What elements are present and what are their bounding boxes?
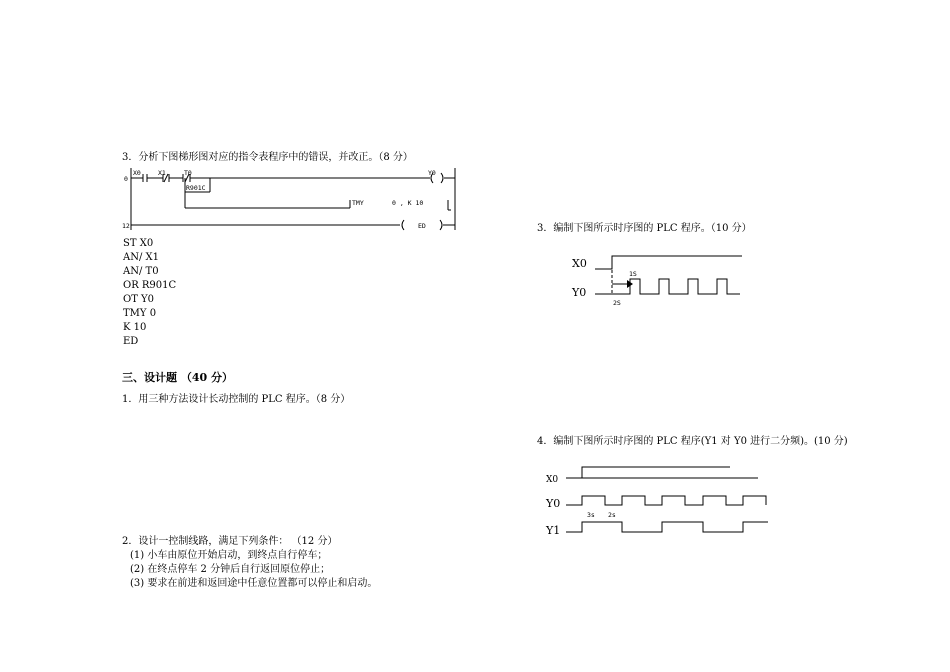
timing-label-x0: X0 — [546, 475, 559, 485]
instruction-line: AN/ X1 — [123, 252, 160, 263]
timing-label-y0: Y0 — [546, 497, 561, 510]
label-r901c: R901C — [186, 184, 206, 192]
question-2-title: 2．设计一控制线路，满足下列条件： （12 分） — [122, 536, 338, 547]
label-y0: Y0 — [428, 169, 436, 177]
off-time-label: 2s — [608, 511, 616, 519]
q4-y0-waveform — [566, 496, 766, 505]
timing-label-x0: X0 — [572, 257, 587, 270]
timing-label-y1: Y1 — [546, 524, 561, 537]
label-ed: ED — [418, 222, 426, 230]
instruction-line: OT Y0 — [123, 294, 155, 305]
q4-y1-waveform — [566, 522, 768, 532]
label-t0: T0 — [184, 169, 192, 177]
label-x1: X1 — [158, 169, 166, 177]
on-time-label: 3s — [587, 511, 595, 519]
instruction-line: ED — [123, 336, 139, 347]
rung-number-12: 12 — [122, 222, 130, 230]
question-1: 1．用三种方法设计长动控制的 PLC 程序。（8 分） — [122, 394, 351, 405]
question-2-condition: (1) 小车由原位开始启动，到终点自行停车； — [130, 550, 328, 561]
q4-x0-waveform — [582, 467, 730, 478]
label-tmy: TMY — [352, 199, 364, 207]
instruction-line: K 10 — [123, 322, 147, 333]
label-x0: X0 — [133, 169, 141, 177]
pulse-width-label: 1S — [629, 270, 637, 278]
instruction-line: AN/ T0 — [123, 266, 159, 277]
instruction-line: ST X0 — [123, 238, 154, 249]
instruction-line: TMY 0 — [123, 308, 157, 319]
q3-left-title: 3．分析下图梯形图对应的指令表程序中的错误，并改正。（8 分） — [122, 152, 413, 163]
instruction-line: OR R901C — [123, 280, 177, 291]
ed-coil — [402, 220, 404, 230]
q4-right-title: 4．编制下图所示时序图的 PLC 程序(Y1 对 Y0 进行二分频)。(10 分) — [537, 436, 848, 447]
question-2-condition: (3) 要求在前进和返回途中任意位置都可以停止和启动。 — [130, 578, 378, 589]
timing-label-y0: Y0 — [572, 286, 587, 299]
q3-x0-waveform — [595, 256, 742, 269]
question-2-condition: (2) 在终点停车 2 分钟后自行返回原位停止； — [130, 564, 331, 575]
q3-y0-waveform — [595, 279, 740, 294]
delay-label: 2S — [613, 299, 621, 307]
section-heading: 三、设计题 （40 分） — [122, 371, 233, 384]
q3-right-title: 3．编制下图所示时序图的 PLC 程序。（10 分） — [537, 223, 752, 234]
rung-number-0: 0 — [124, 175, 128, 183]
label-tmy-param: 0 , K 10 — [392, 199, 424, 207]
